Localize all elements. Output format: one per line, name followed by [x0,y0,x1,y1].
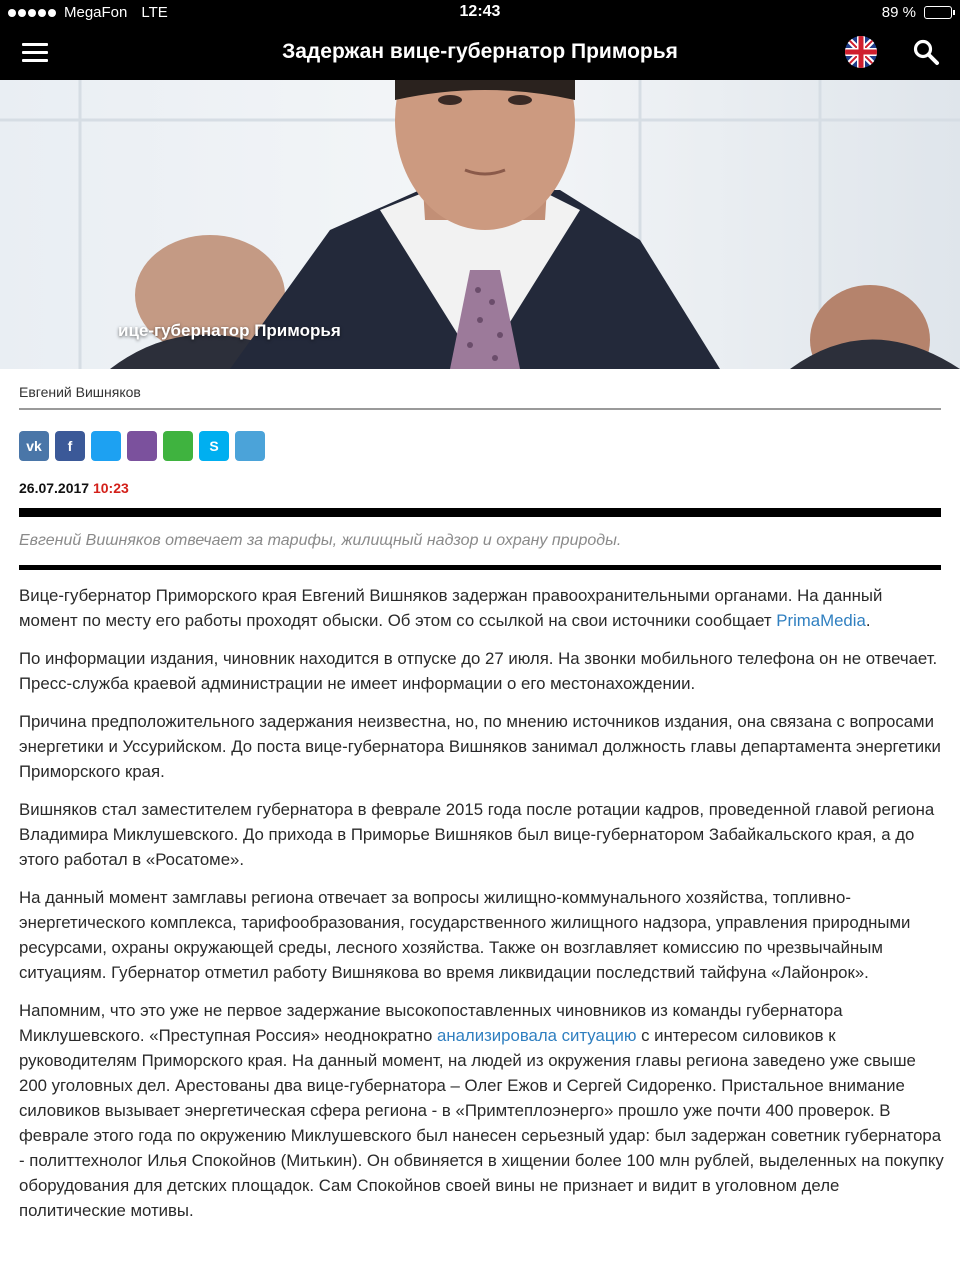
share-skype-button[interactable] [199,431,229,461]
paragraph: По информации издания, чиновник находится в отпуске до 27 июля. На звонки мобильного телефона он не отвечает. Пресс-служба краевой администрации не имеет информации о его местонахождении. [19,649,938,693]
paragraph: На данный момент замглавы региона отвечает за вопросы жилищно-коммунального хозяйства, топливно-энергетического комплекса, тарифообразования, государственного жилищного надзора, управления природными ресурсами, охраны окружающей среды, лесного хозяйства. Также он возглавляет комиссию по чрезвычайным ситуациям. Губернатор отметил работу Вишнякова во время ликвидации последствий тайфуна «Лайонрок». [19,888,911,982]
paragraph: Напомним, что это уже не первое задержание высокопоставленных чиновников из команды губернатора Миклушевского. «Преступная Россия» неоднократно анализировала ситуацию с интересом силовиков к руководителям Приморского края. На данный момент, на людей из окружения главы региона заведено уже свыше 200 уголовных дел. Арестованы два вице-губернатора – Олег Ежов и Сергей Сидоренко. Пристальное внимание силовиков вызывает энергетическая сфера региона - в «Примтеплоэнерго» прошло уже почти 400 проверок. В феврале этого года по окружению Миклушевского был нанесен серьезный удар: был задержан советник губернатора - политтехнолог Илья Спокойнов (Митькин). Он обвиняется в хищении более 100 млн рублей, выделенных на покупку оборудования для детских площадок. Сам Спокойнов своей вины не признает и видит в уголовном деле политические мотивы. [19,1001,944,1220]
uk-flag-icon[interactable] [845,36,877,68]
search-icon[interactable] [912,38,940,66]
date-text: 26.07.2017 [19,480,90,496]
nav-bar [0,26,960,80]
carrier-label: MegaFon [64,4,128,21]
share-viber-button[interactable] [127,431,157,461]
share-whatsapp-button[interactable] [163,431,193,461]
skype-icon: S [209,438,219,454]
status-bar [0,0,960,26]
article-lead: Евгений Вишняков отвечает за тарифы, жилищный надзор и охрану природы. [19,532,622,549]
share-telegram-button[interactable] [235,431,265,461]
divider-thick [19,508,941,517]
paragraph: Вице-губернатор Приморского края Евгений Вишняков задержан правоохранительными органами. На данный момент по месту его работы проходят обыски. Об этом со ссылкой на свои источники сообщает PrimaMedia. [19,586,883,630]
facebook-icon: f [67,438,73,454]
share-twitter-button[interactable] [91,431,121,461]
share-vk-button[interactable] [19,431,49,461]
primamedia-link[interactable]: PrimaMedia [776,611,866,630]
status-right [882,4,952,21]
divider-thick [19,565,941,570]
network-label: LTE [141,4,168,21]
time-text: 10:23 [92,480,129,496]
divider [19,408,941,410]
page-title: Задержан вице-губернатор Приморья [282,40,678,63]
paragraph: Причина предположительного задержания неизвестна, но, по мнению источников издания, она связана с вопросами энергетики и Уссурийском. До поста вице-губернатора Вишняков занимал должность главы департамента энергетики Приморского края. [19,712,941,781]
publish-date [19,480,129,496]
vk-icon: vk [26,438,42,454]
battery-icon [924,6,952,19]
author-name[interactable]: Евгений Вишняков [19,384,141,400]
battery-percent: 89 % [881,4,916,21]
article-body [19,583,944,1236]
clock: 12:43 [459,3,501,20]
share-facebook-button[interactable] [55,431,85,461]
hero-caption: ице-губернатор Приморья [118,321,341,340]
share-bar [19,431,265,461]
analysis-link[interactable]: анализировала ситуацию [436,1026,637,1045]
paragraph: Вишняков стал заместителем губернатора в феврале 2015 года после ротации кадров, проведенной главой региона Владимира Миклушевского. До прихода в Приморье Вишняков был вице-губернатором Забайкальского края, а до этого работал в «Росатоме». [19,800,935,869]
